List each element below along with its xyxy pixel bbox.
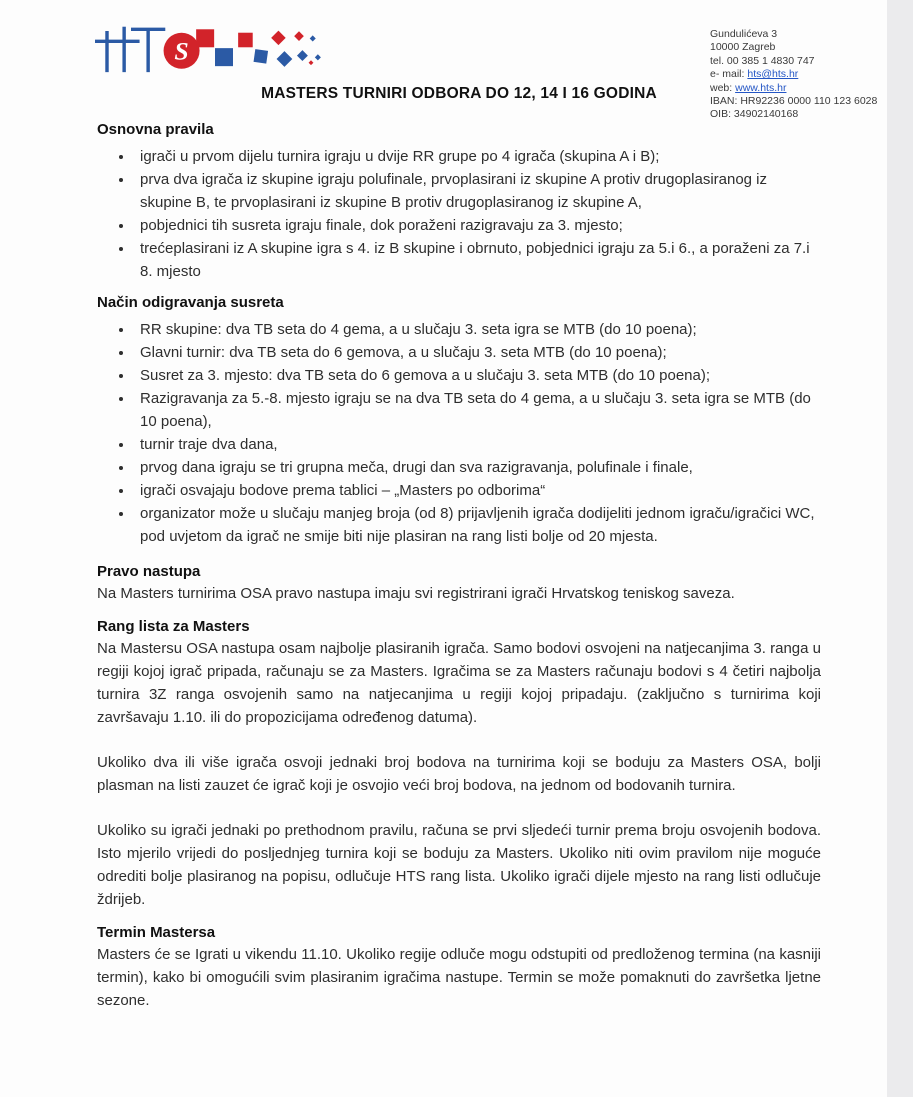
bullet-item: • prva dva igrača iz skupine igraju polufinale, prvoplasirani iz skupine A protiv drugoplasiranog iz skupine B, te prvoplasirani iz skupine B protiv drugoplasiranog iz skupine A, (134, 168, 821, 214)
contact-phone: tel. 00 385 1 4830 747 (710, 54, 815, 67)
svg-text:S: S (174, 36, 189, 66)
section-rang-lista (97, 617, 821, 911)
section-termin-mastersa (97, 923, 821, 1012)
paragraph: Ukoliko dva ili više igrača osvoji jednaki broj bodova na turnirima koji se boduju za Masters OSA, bolji plasman na listi zauzet će igrač koji je osvojio veći broj bodova, na jednom od bodovanih turnira. (97, 754, 821, 794)
bullet-item: • trećeplasirani iz A skupine igra s 4. iz B skupine i obrnuto, pobjednici igraju za 5.i 6., a poraženi za 7.i 8. mjesto (134, 237, 821, 283)
section-heading: Način odigravanja susreta (97, 294, 284, 311)
section-heading: Pravo nastupa (97, 563, 201, 580)
contact-oib: OIB: 34902140168 (710, 108, 799, 121)
section-heading: Rang lista za Masters (97, 618, 250, 635)
paragraph: Na Masters turnirima OSA pravo nastupa imaju svi registrirani igrači Hrvatskog teniskog saveza. (97, 585, 735, 602)
paragraph: Na Mastersu OSA nastupa osam najbolje plasiranih igrača. Samo bodovi osvojeni na natjecanjima 3. ranga u regiji kojoj igrač pripada, računaju se za Masters. Igračima se za Masters računaju bodovi s 4 četiri najbolja turnira 3Z ranga osvojenih samo na natjecanjima u regiji kojoj pripadaju. (zaključno s turnirima koji završavaju 1.10. ili do propozicijama određenog datuma). (97, 640, 821, 726)
email-link[interactable]: hts@hts.hr (747, 68, 799, 81)
bullet-list (97, 318, 821, 548)
bullet-item: • igrači osvajaju bodove prema tablici – „Masters po odborima“ (134, 479, 821, 502)
contact-email-label: e- mail: (710, 68, 745, 81)
paragraph: Ukoliko su igrači jednaki po prethodnom pravilu, računa se prvi sljedeći turnir prema broju osvojenih bodova. Isto mjerilo vrijedi do posljednjeg turnira koji se boduju za Masters. Ukoliko niti ovim pravilom nije moguće odrediti bolje plasiranog na popisu, odlučuje HTS rang lista. Ukoliko igrači dijele mjesto na rang listi odlučuje ždrijeb. (97, 822, 821, 908)
contact-address-line2: 10000 Zagreb (710, 41, 776, 54)
bullet-item: • igrači u prvom dijelu turnira igraju u dvije RR grupe po 4 igrača (skupina A i B); (134, 145, 821, 168)
paragraph: Masters će se Igrati u vikendu 11.10. Ukoliko regije odluče mogu odstupiti od predloženog termina (na kasniji termin), kako bi omogućili svim plasiranim igračima nastupe. Termin se može pomaknuti do završetka ljetne sezone. (97, 946, 821, 1009)
bullet-item: • Glavni turnir: dva TB seta do 6 gemova, a u slučaju 3. seta MTB (do 10 poena); (134, 341, 821, 364)
section-nacin-odigravanja (97, 293, 821, 548)
contact-web-label: web: (710, 81, 733, 94)
document-body (97, 0, 821, 1012)
bullet-item: • pobjednici tih susreta igraju finale, dok poraženi razigravaju za 3. mjesto; (134, 214, 821, 237)
contact-address-line1: Gundulićeva 3 (710, 28, 778, 40)
bullet-list (97, 145, 821, 283)
bullet-item: • Razigravanja za 5.-8. mjesto igraju se na dva TB seta do 4 gema, a u slučaju 3. seta igra se MTB (do 10 poena), (134, 387, 821, 433)
section-heading: Termin Mastersa (97, 924, 216, 941)
web-link[interactable]: www.hts.hr (735, 81, 787, 94)
bullet-item: • organizator može u slučaju manjeg broja (od 8) prijavljenih igrača dodijeliti jednom igraču/igračici WC, pod uvjetom da igrač ne smije biti nije plasiran na rang listi bolje od 20 mjesta. (134, 502, 821, 548)
bullet-item: • RR skupine: dva TB seta do 4 gema, a u slučaju 3. seta igra se MTB (do 10 poena); (134, 318, 821, 341)
section-osnovna-pravila (97, 120, 821, 283)
section-pravo-nastupa (97, 562, 821, 605)
bullet-item: • Susret za 3. mjesto: dva TB seta do 6 gemova a u slučaju 3. seta MTB (do 10 poena); (134, 364, 821, 387)
section-heading: Osnovna pravila (97, 121, 214, 138)
scan-edge (887, 0, 913, 1097)
document-title: MASTERS TURNIRI ODBORA DO 12, 14 I 16 GODINA (261, 85, 657, 102)
contact-iban: IBAN: HR92236 0000 110 123 6028 (710, 95, 878, 108)
bullet-item: • turnir traje dva dana, (134, 433, 821, 456)
bullet-item: • prvog dana igraju se tri grupna meča, drugi dan sva razigravanja, polufinale i finale, (134, 456, 821, 479)
